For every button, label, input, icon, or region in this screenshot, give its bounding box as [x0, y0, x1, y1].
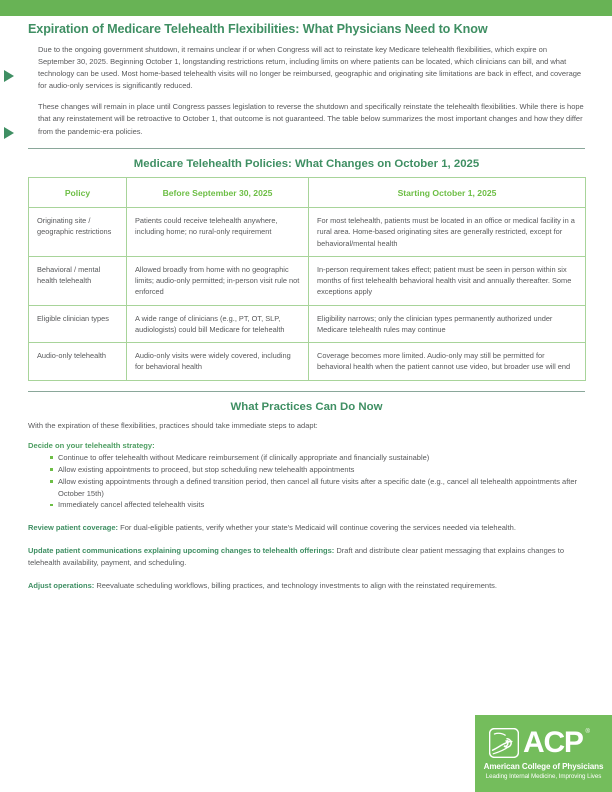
cell-before: A wide range of clinicians (e.g., PT, OT, SLP, audiologists) could bill Medicare for telehealth	[127, 305, 309, 343]
cell-before: Patients could receive telehealth anywhere, including home; no rural-only requirement	[127, 208, 309, 257]
cell-policy: Eligible clinician types	[29, 305, 127, 343]
tip-label: Review patient coverage:	[28, 523, 119, 533]
tip-body: Reevaluate scheduling workflows, billing practices, and technology investments to align with the reinstated requirements.	[94, 581, 497, 591]
logo-lockup	[489, 726, 589, 759]
logo-acronym	[523, 726, 589, 759]
tip-update-patient-communications	[28, 545, 585, 569]
column-header-before: Before September 30, 2025	[127, 178, 309, 208]
intro-block-1	[28, 44, 585, 93]
divider-below-table	[28, 391, 585, 392]
organization-name: American College of Physicians	[483, 762, 604, 771]
page-title: Expiration of Medicare Telehealth Flexibilities: What Physicians Need to Know	[28, 22, 488, 36]
table-row	[29, 256, 586, 305]
table-header-row	[29, 178, 586, 208]
table-row	[29, 208, 586, 257]
cell-after: Coverage becomes more limited. Audio-only may still be permitted for behavioral health when the patient cannot use video, but broader use will end	[309, 343, 586, 381]
triangle-arrow-icon	[4, 127, 14, 139]
cell-before: Audio-only visits were widely covered, including for behavioral health	[127, 343, 309, 381]
cell-policy: Behavioral / mental health telehealth	[29, 256, 127, 305]
intro-paragraph-1: Due to the ongoing government shutdown, it remains unclear if or when Congress will act to reinstate key Medicare telehealth flexibilities, which expire on September 30, 2025. Beginning October 1, longstanding restrictions return, including limits on where patients can be located, which clinicians can bill, and what technology can be used. Most home-based telehealth visits will no longer be reimbursed, geographic and originating site limitations are back in effect, and coverage for audio-only services is significantly reduced.	[38, 44, 582, 91]
strategy-bullet-list	[28, 452, 585, 511]
table-row	[29, 343, 586, 381]
organization-tagline: Leading Internal Medicine, Improving Lives	[485, 773, 602, 780]
intro-paragraph-2: These changes will remain in place until Congress passes legislation to reverse the shutdown and specifically reinstate the telehealth flexibilities. While there is hope that any reinstatement will be retroactive to October 1, that outcome is not guaranteed. The table below summarizes the most important changes and how they differ from the pandemic-era policies.	[38, 102, 584, 136]
list-item: Allow existing appointments through a defined transition period, then cancel all future visits after a specific date (e.g., cancel all telehealth appointments after October 15th)	[50, 476, 585, 500]
cell-after: In-person requirement takes effect; patient must be seen in person within six months of first telehealth behavioral health visit and annually thereafter. Some exceptions apply	[309, 256, 586, 305]
divider-above-table	[28, 148, 585, 149]
top-green-bar	[0, 0, 612, 16]
column-header-after: Starting October 1, 2025	[309, 178, 586, 208]
tip-adjust-operations	[28, 580, 585, 592]
table-row	[29, 305, 586, 343]
registered-trademark-icon: ®	[585, 729, 589, 735]
intro-block-2	[28, 101, 585, 137]
tip-body: For dual-eligible patients, verify whether your state's Medicaid will continue covering the services needed via telehealth.	[118, 523, 516, 533]
tip-body: Draft and distribute clear patient messaging that explains changes to telehealth availability, payment, and scheduling.	[28, 546, 565, 568]
document-content	[28, 22, 585, 603]
acp-logo-footer	[475, 715, 612, 792]
list-item: Immediately cancel affected telehealth visits	[50, 499, 585, 511]
cell-before: Allowed broadly from home with no geographic limits; audio-only permitted; in-person visit rule not enforced	[127, 256, 309, 305]
cell-after: For most telehealth, patients must be located in an office or medical facility in a rural area. Home-based originating sites are generally restricted, except for behavioral/mental health	[309, 208, 586, 257]
tip-label: Adjust operations:	[28, 581, 95, 591]
tip-label: Update patient communications explaining upcoming changes to telehealth offerings:	[28, 546, 335, 556]
column-header-policy: Policy	[29, 178, 127, 208]
practices-lead-text: With the expiration of these flexibilities, practices should take immediate steps to adapt:	[28, 421, 318, 430]
list-item: Allow existing appointments to proceed, but stop scheduling new telehealth appointments	[50, 464, 585, 476]
practices-section-title: What Practices Can Do Now	[230, 401, 383, 413]
list-item: Continue to offer telehealth without Medicare reimbursement (if clinically appropriate and financially sustainable)	[50, 452, 585, 464]
cell-after: Eligibility narrows; only the clinician types permanently authorized under Medicare telehealth rules may continue	[309, 305, 586, 343]
table-title: Medicare Telehealth Policies: What Changes on October 1, 2025	[133, 158, 480, 171]
policy-comparison-table	[28, 177, 586, 381]
cell-policy: Audio-only telehealth	[29, 343, 127, 381]
tip-review-patient-coverage	[28, 522, 585, 534]
acp-emblem-icon	[489, 728, 519, 758]
strategy-heading: Decide on your telehealth strategy:	[28, 441, 155, 450]
logo-acronym-text: ACP	[523, 726, 583, 759]
triangle-arrow-icon	[4, 70, 14, 82]
cell-policy: Originating site / geographic restrictions	[29, 208, 127, 257]
